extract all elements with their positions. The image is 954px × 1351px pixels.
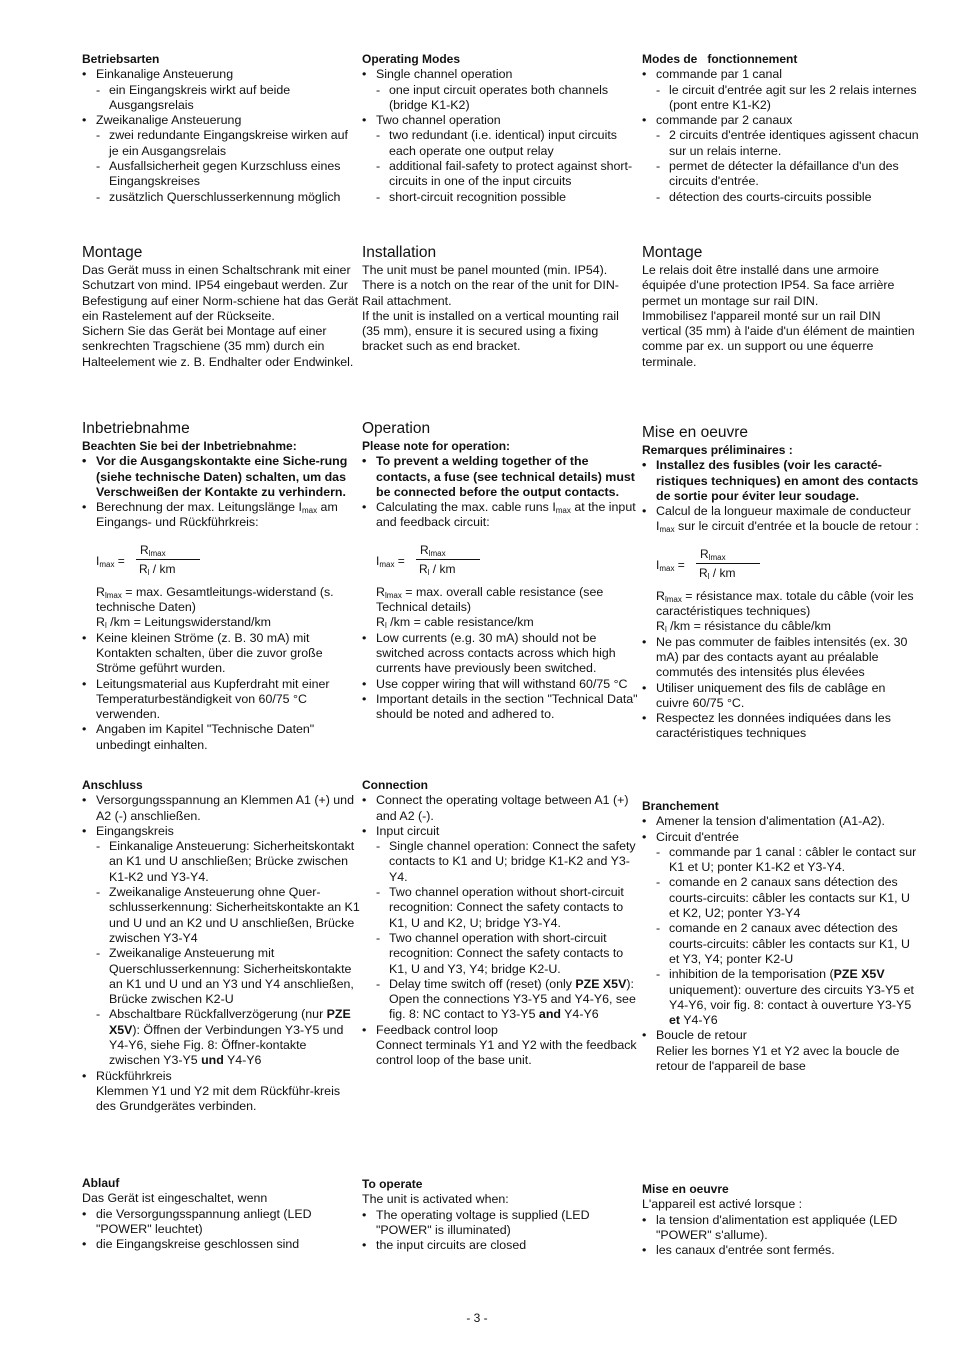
list-item: - Zweikanalige Ansteuerung ohne Quer-schlusserkennung: Sicherheitskontakte an K1 und U und an K2 und U anschließen, Brücke zwischen Y3-Y4 — [82, 885, 360, 946]
list-item: - Ausfallsicherheit gegen Kurzschluss eines Eingangskreises — [82, 159, 360, 190]
subscript: lmax — [708, 552, 726, 562]
list-item: • la tension d'alimentation est appliquée (LED "POWER" s'allume). — [642, 1213, 920, 1244]
definition — [82, 585, 360, 616]
list-item: - one input circuit operates both channels (bridge K1-K2) — [362, 83, 640, 114]
section-modes-fonctionnement — [642, 52, 920, 205]
definition — [642, 619, 920, 634]
section-installation — [362, 244, 640, 355]
list-item: - Einkanalige Ansteuerung: Sicherheitskontakt an K1 und U anschließen; Brücke zwischen K1-K2 und Y3-Y4. — [82, 839, 360, 885]
list-item: - Zweikanalige Ansteuerung mit Querschlusserkennung: Sicherheitskontakte an K1 und U und an Y3 und Y4 anschließen, Brücke zwischen K2-U — [82, 946, 360, 1007]
paragraph: If the unit is installed on a vertical mounting rail (35 mm), ensure it is secured using a fixing bracket such as end bracket. — [362, 308, 619, 354]
subscript: max — [301, 506, 318, 516]
text-run: Calcul de la longueur maximale de conducteur I — [656, 504, 911, 534]
list-item: - comande en 2 canaux sans détection des courts-circuits: câbler les contacts sur K1, U et K2, U2; ponter Y3-Y4 — [642, 875, 920, 921]
list-item: - zwei redundante Eingangskreise wirken auf je ein Ausgangsrelais — [82, 128, 360, 159]
section-operating-modes — [362, 52, 640, 205]
list-item: • Low currents (e.g. 30 mA) should not be switched across contacts across which high currents have previously been switched. — [362, 631, 640, 677]
text-run: = — [114, 553, 125, 568]
subscript: lmax — [104, 590, 122, 600]
notes-list — [82, 454, 360, 530]
subscript: l — [104, 621, 107, 631]
notes-list — [362, 454, 640, 530]
text-run: /km = cable resistance/km — [386, 615, 534, 630]
section-subtitle: Please note for operation: — [362, 439, 511, 453]
section-subtitle: Anschluss — [82, 778, 143, 792]
connection-list — [642, 814, 920, 1074]
list-item — [362, 977, 640, 1023]
list-item: - détection des courts-circuits possible — [642, 190, 920, 205]
text-run: R — [700, 546, 709, 561]
list-item: - le circuit d'entrée agit sur les 2 relais internes (pont entre K1-K2) — [642, 83, 920, 114]
list-item: • Angaben im Kapitel "Technische Daten" unbedingt einhalten. — [82, 722, 360, 753]
list-item: • die Versorgungsspannung anliegt (LED "POWER" leuchtet) — [82, 1207, 360, 1238]
list-item: • Respectez les données indiquées dans les caractéristiques techniques — [642, 711, 920, 742]
formula-numerator — [140, 543, 166, 558]
product-name: PZE X5V — [109, 1007, 351, 1037]
section-subtitle: Operating Modes — [362, 52, 461, 66]
list-item — [642, 967, 920, 1028]
list-item: • Single channel operation — [362, 67, 640, 82]
subscript: max — [659, 563, 675, 573]
subscript: lmax — [428, 548, 446, 558]
formula-lhs — [656, 558, 685, 573]
list-item: • Installez des fusibles (voir les caracté-ristiques techniques) en amont des contacts de sortie pour éviter leur soudage. — [642, 458, 920, 504]
list-item: • Eingangskreis — [82, 824, 360, 839]
text-run: and — [538, 1007, 561, 1022]
text-run: Abschaltbare Rückfallverzögerung (nur — [109, 1007, 327, 1022]
section-montage-fr — [642, 244, 920, 370]
definition — [82, 615, 360, 630]
notes-list — [362, 631, 640, 723]
text-run: R — [140, 542, 149, 557]
list-item: • Circuit d'entrée — [642, 830, 920, 845]
modes-list — [82, 67, 360, 205]
text-run: am Eingangs- und Rückführkreis: — [96, 500, 338, 530]
definition — [642, 589, 920, 620]
definition — [362, 585, 640, 616]
text-run: R — [656, 588, 665, 603]
list-item: • Input circuit — [362, 824, 640, 839]
list-item: • Two channel operation — [362, 113, 640, 128]
list-item: - commande par 1 canal : câbler le contact sur K1 et U; ponter K1-K2 et Y3-Y4. — [642, 845, 920, 876]
notes-list — [642, 635, 920, 742]
fraction-line — [416, 559, 480, 560]
formula-numerator — [420, 543, 446, 558]
text-run: inhibition de la temporisation ( — [669, 967, 834, 982]
formula-denominator — [419, 562, 455, 577]
list-item: • Connect the operating voltage between A1 (+) and A2 (-). — [362, 793, 640, 824]
subscript: lmax — [664, 594, 682, 604]
section-subtitle: Branchement — [642, 799, 719, 813]
list-item: • die Eingangskreise geschlossen sind — [82, 1237, 360, 1252]
list-item: • Vor die Ausgangskontakte eine Siche-rung (siehe technische Daten) schalten, um das Verschweißen der Kontakte zu verhindern. — [82, 454, 360, 500]
paragraph: Le relais doit être installé dans une armoire équipée d'une protection IP54. Sa face arrière permet un montage sur rail DIN. — [642, 263, 895, 308]
notes-list — [642, 458, 920, 534]
text-run: / km — [709, 565, 736, 580]
paragraph: Immobilisez l'appareil monté sur un rail DIN vertical (35 mm) à l'aide d'un élément de maintien comme par ex. un support ou une équerre terminale. — [642, 308, 915, 369]
text-run: R — [96, 584, 105, 599]
section-montage — [82, 244, 360, 370]
formula-denominator — [139, 562, 175, 577]
paragraph: L'appareil est activé lorsque : — [642, 1197, 803, 1212]
text-run: at the input and feedback circuit: — [376, 500, 636, 530]
section-ablauf — [82, 1176, 360, 1252]
conditions-list — [82, 1207, 360, 1253]
subscript: l — [707, 571, 710, 581]
section-heading: Montage — [82, 244, 143, 261]
notes-list — [82, 631, 360, 753]
section-subtitle: Beachten Sie bei der Inbetriebnahme: — [82, 439, 297, 453]
list-item: • The operating voltage is supplied (LED "POWER" is illuminated) — [362, 1208, 640, 1239]
list-item: - Two channel operation without short-circuit recognition: Connect the safety contacts to K1, U and K2, U; bridge Y3-Y4. — [362, 885, 640, 931]
conditions-list — [362, 1208, 640, 1254]
text-run: /km = résistance du câble/km — [666, 619, 831, 634]
section-heading: Montage — [642, 244, 703, 261]
modes-list — [362, 67, 640, 205]
text-run: Berechnung der max. Leitungslänge I — [96, 500, 302, 515]
text-run: R — [139, 561, 148, 576]
text-run: R — [376, 584, 385, 599]
list-item: • Einkanalige Ansteuerung — [82, 67, 360, 82]
list-item: - additional fail-safety to protect against short-circuits in one of the input circuits — [362, 159, 640, 190]
section-mise-en-oeuvre — [642, 424, 920, 742]
formula-lhs — [376, 554, 405, 569]
text-run: / km — [429, 561, 456, 576]
subscript: l — [664, 625, 667, 635]
formula-lhs — [96, 554, 125, 569]
text-run: = résistance max. totale du câble (voir les caractéristiques techniques) — [656, 588, 914, 619]
text-run: Y4-Y6 — [223, 1053, 262, 1068]
list-item: • Ne pas commuter de faibles intensités (ex. 30 mA) par des contacts ayant au préalable commutés des intensités plus élevées — [642, 635, 920, 681]
section-heading: Installation — [362, 244, 437, 261]
list-item — [362, 500, 640, 531]
subscript: max — [379, 559, 395, 569]
list-item: • commande par 1 canal — [642, 67, 920, 82]
section-subtitle: Modes de fonctionnement — [642, 52, 798, 66]
section-to-operate — [362, 1177, 640, 1253]
list-item: - ein Eingangskreis wirkt auf beide Ausgangsrelais — [82, 83, 360, 114]
text-run: = — [394, 553, 405, 568]
paragraph: Das Gerät muss in einen Schaltschrank mit einer Schutzart von mind. IP54 eingebaut werden. Zur Befestigung auf einer Norm-schiene hat das Gerät ein Rastelement auf der Rückseite. — [82, 263, 359, 323]
list-item: • Boucle de retour — [642, 1028, 920, 1043]
page-number: - 3 - — [466, 1311, 488, 1325]
connection-list — [362, 793, 640, 1068]
list-item: • To prevent a welding together of the contacts, a fuse (see technical details) must be connected before the output contacts. — [362, 454, 640, 500]
subscript: l — [147, 567, 150, 577]
text-run: /km = Leitungswiderstand/km — [106, 615, 271, 630]
subscript: lmax — [148, 548, 166, 558]
list-item-text: Relier les bornes Y1 et Y2 avec la boucle de retour de l'appareil de base — [656, 1043, 900, 1074]
section-subtitle: Betriebsarten — [82, 52, 160, 66]
section-anschluss — [82, 778, 360, 1115]
list-item: - zusätzlich Querschlusserkennung möglich — [82, 190, 360, 205]
subscript: lmax — [384, 590, 402, 600]
list-item — [642, 504, 920, 535]
text-run: Delay time switch off (reset) (only — [389, 976, 576, 991]
subscript: l — [427, 567, 430, 577]
list-item: - two redundant (i.e. identical) input circuits each operate one output relay — [362, 128, 640, 159]
text-run: R — [376, 615, 385, 630]
list-item: - Single channel operation: Connect the safety contacts to K1 and U; bridge K1-K2 and Y3-Y4. — [362, 839, 640, 885]
list-item: • Leitungsmaterial aus Kupferdraht mit einer Temperaturbeständigkeit von 60/75 °C verwenden. — [82, 677, 360, 723]
text-run: Y4-Y6 — [560, 1007, 599, 1022]
section-inbetriebnahme — [82, 420, 360, 753]
section-mise-en-oeuvre-2 — [642, 1182, 920, 1258]
text-run: Y4-Y6 — [680, 1013, 718, 1028]
text-run: Calculating the max. cable runs I — [376, 500, 556, 515]
subscript: max — [659, 525, 675, 535]
list-item: • les canaux d'entrée sont fermés. — [642, 1243, 920, 1258]
formula — [96, 543, 360, 579]
text-run: uniquement): ouverture des circuits Y3-Y5 et Y4-Y6, voir fig. 8: contact à ouverture Y3-Y5 — [669, 982, 914, 1012]
product-name: PZE X5V — [575, 976, 627, 991]
section-subtitle: Remarques préliminaires : — [642, 443, 793, 457]
fraction-line — [696, 563, 760, 564]
section-subtitle: To operate — [362, 1177, 423, 1191]
list-item-text: Klemmen Y1 und Y2 mit dem Rückführ-kreis des Grundgerätes verbinden. — [96, 1083, 341, 1114]
fraction-line — [136, 559, 200, 560]
text-run: R — [656, 619, 665, 634]
formula-numerator — [700, 547, 726, 562]
list-item: - short-circuit recognition possible — [362, 190, 640, 205]
list-item: • Use copper wiring that will withstand 60/75 °C — [362, 677, 640, 692]
list-item: • Important details in the section "Technical Data" should be noted and adhered to. — [362, 692, 640, 723]
text-run: I — [656, 557, 660, 572]
paragraph: Sichern Sie das Gerät bei Montage auf einer senkrechten Tragschiene (35 mm) durch ein Halteelement wie z. B. Endhalter oder Endwinkel. — [82, 324, 354, 369]
formula — [656, 547, 920, 583]
text-run: = max. Gesamtleitungs-widerstand (s. technische Daten) — [96, 584, 334, 615]
list-item: - 2 circuits d'entrée identiques agissent chacun sur un relais interne. — [642, 128, 920, 159]
list-item: • Rückführkreis — [82, 1069, 360, 1084]
list-item: • Amener la tension d'alimentation (A1-A2). — [642, 814, 920, 829]
section-heading: Mise en oeuvre — [642, 424, 748, 441]
list-item: - permet de détecter la défaillance d'un des circuits d'entrée. — [642, 159, 920, 190]
modes-list — [642, 67, 920, 205]
section-operation — [362, 420, 640, 722]
list-item: • Keine kleinen Ströme (z. B. 30 mA) mit Kontakten schalten, über die zuvor große Ströme geführt wurden. — [82, 631, 360, 677]
list-item — [82, 500, 360, 531]
text-run: I — [376, 553, 380, 568]
paragraph: The unit must be panel mounted (min. IP54). There is a notch on the rear of the unit for DIN-Rail attachment. — [362, 263, 619, 308]
section-subtitle: Connection — [362, 778, 428, 792]
list-item: • Zweikanalige Ansteuerung — [82, 113, 360, 128]
text-run: ): Öffnen der Verbindungen Y3-Y5 und Y4-Y6, siehe Fig. 8: Öffner-kontakte zwischen Y3-Y5 — [109, 1022, 344, 1068]
section-betriebsarten — [82, 52, 360, 205]
list-item — [82, 1007, 360, 1068]
text-run: et — [669, 1013, 681, 1028]
section-heading: Inbetriebnahme — [82, 420, 190, 437]
formula-denominator — [699, 566, 735, 581]
text-run: R — [699, 565, 708, 580]
list-item: • the input circuits are closed — [362, 1238, 640, 1253]
list-item: • Versorgungsspannung an Klemmen A1 (+) und A2 (-) anschließen. — [82, 793, 360, 824]
section-connection — [362, 778, 640, 1069]
definition — [362, 615, 640, 630]
subscript: max — [555, 506, 571, 516]
text-run: R — [420, 542, 429, 557]
paragraph: Das Gerät ist eingeschaltet, wenn — [82, 1191, 268, 1206]
text-run: R — [96, 615, 105, 630]
text-run: und — [201, 1053, 224, 1068]
text-run: sur le circuit d'entrée et la boucle de retour : — [674, 519, 919, 534]
text-run: = max. overall cable resistance (see Technical details) — [376, 584, 604, 615]
formula — [376, 543, 640, 579]
text-run: / km — [149, 561, 176, 576]
list-item: • commande par 2 canaux — [642, 113, 920, 128]
connection-list — [82, 793, 360, 1114]
list-item: - comande en 2 canaux avec détection des courts-circuits: câbler les contacts sur K1, U et Y3, Y4; ponter K2-U — [642, 921, 920, 967]
text-run: ): Open the connections Y3-Y5 and Y4-Y6, see fig. 8: NC contact to Y3-Y5 — [389, 976, 636, 1022]
list-item: • Utiliser uniquement des fils de cablâge en cuivre 60/75 °C. — [642, 681, 920, 712]
product-name: PZE X5V — [833, 967, 885, 982]
section-branchement — [642, 799, 920, 1074]
list-item: • Feedback control loop — [362, 1023, 640, 1038]
section-subtitle: Ablauf — [82, 1176, 120, 1190]
conditions-list — [642, 1213, 920, 1259]
subscript: max — [99, 559, 115, 569]
text-run: = — [674, 557, 685, 572]
text-run: R — [419, 561, 428, 576]
section-heading: Operation — [362, 420, 431, 437]
text-run: I — [96, 553, 100, 568]
subscript: l — [384, 621, 387, 631]
list-item-text: Connect terminals Y1 and Y2 with the feedback control loop of the base unit. — [376, 1038, 637, 1068]
paragraph: The unit is activated when: — [362, 1192, 509, 1207]
list-item: - Two channel operation with short-circuit recognition: Connect the safety contacts to K1, U and Y3, Y4; bridge K2-U. — [362, 931, 640, 977]
section-subtitle: Mise en oeuvre — [642, 1182, 729, 1196]
